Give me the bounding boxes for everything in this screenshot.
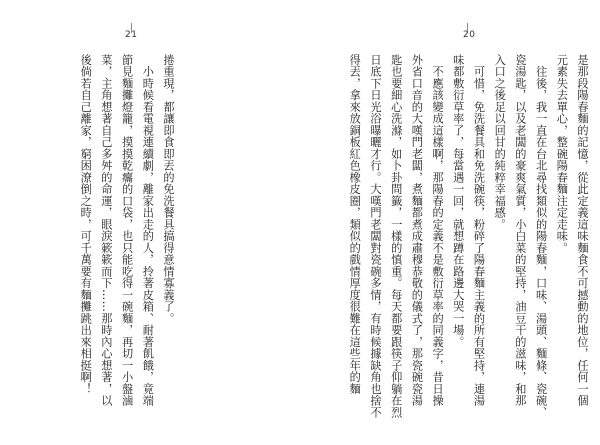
text-column: 匙也要細心洗滌，如卜卦問籤，一樣的慎重。每天都要跟筷子仰躺在烈 (389, 54, 403, 419)
page-number: 21 (125, 30, 138, 40)
right-page (300, 0, 600, 445)
text-column: 得丟，拿來放銅板紅色橡皮圈，類似的戲情厚度很難在這些年的麵 (348, 54, 362, 395)
text-column: 後倘若自己離家，窮困潦倒之時，可千萬要有麵攤跳出來相挺啊！ (79, 54, 93, 395)
text-column: 捲重現，都讓即食即丟的免洗餐具搞得意情寡義了。 (162, 54, 175, 325)
text-column: 菜，主角想著自己多舛的命運，眼淚簌簌而下……那時內心想著，以 (99, 54, 113, 407)
text-column: 元素失去單心，整碗陽春麵注定走味。 (555, 54, 569, 254)
text-column: 日底下日光浴曝曬才行。大嘆門老闆對瓷碗多情，有時候據缺角也捨不 (368, 54, 382, 419)
body-text (79, 54, 178, 420)
text-column: 可惜，免洗餐具和免洗碗筷，粉碎了陽春麵主義的所有堅持，連湯 (472, 54, 486, 407)
text-column: 是那段陽春麵的記憶，從此定義這味麵食不可撼動的地位，任何一個 (576, 54, 589, 407)
body-text (342, 54, 592, 420)
text-column: 小時候看電視連續劇，離家出走的人，拎著皮箱、耐著飢餓，竟端 (141, 54, 155, 407)
text-column: 往後，我一直在台北尋找類似的陽春麵，口味、湯頭、麵條、瓷碗、 (534, 54, 548, 419)
text-column: 不應該變成這樣啊，那陽春的定義不是敷衍草率的同義字，昔日操 (431, 54, 445, 407)
text-column: 入口之後足以回甘的純粹幸福感。 (493, 54, 507, 231)
page-number: 20 (463, 30, 476, 40)
text-column: 節見麵攤燈籠，摸摸乾癟的口袋，也只能吃得一碗麵，再切一小盤滷 (120, 54, 134, 407)
text-column: 味都敷衍草率了，每當遇一回，就想蹲在路邊大哭一場。 (451, 54, 465, 348)
text-column: 外省口音的大嘆門老闆，煮麵都煮成肅穆恭敬的儀式了，那瓷碗瓷湯 (410, 54, 424, 407)
text-column: 瓷湯匙，以及老闆的豪爽氣質，小白菜的堅持，油豆干的滋味，和那 (513, 54, 527, 407)
